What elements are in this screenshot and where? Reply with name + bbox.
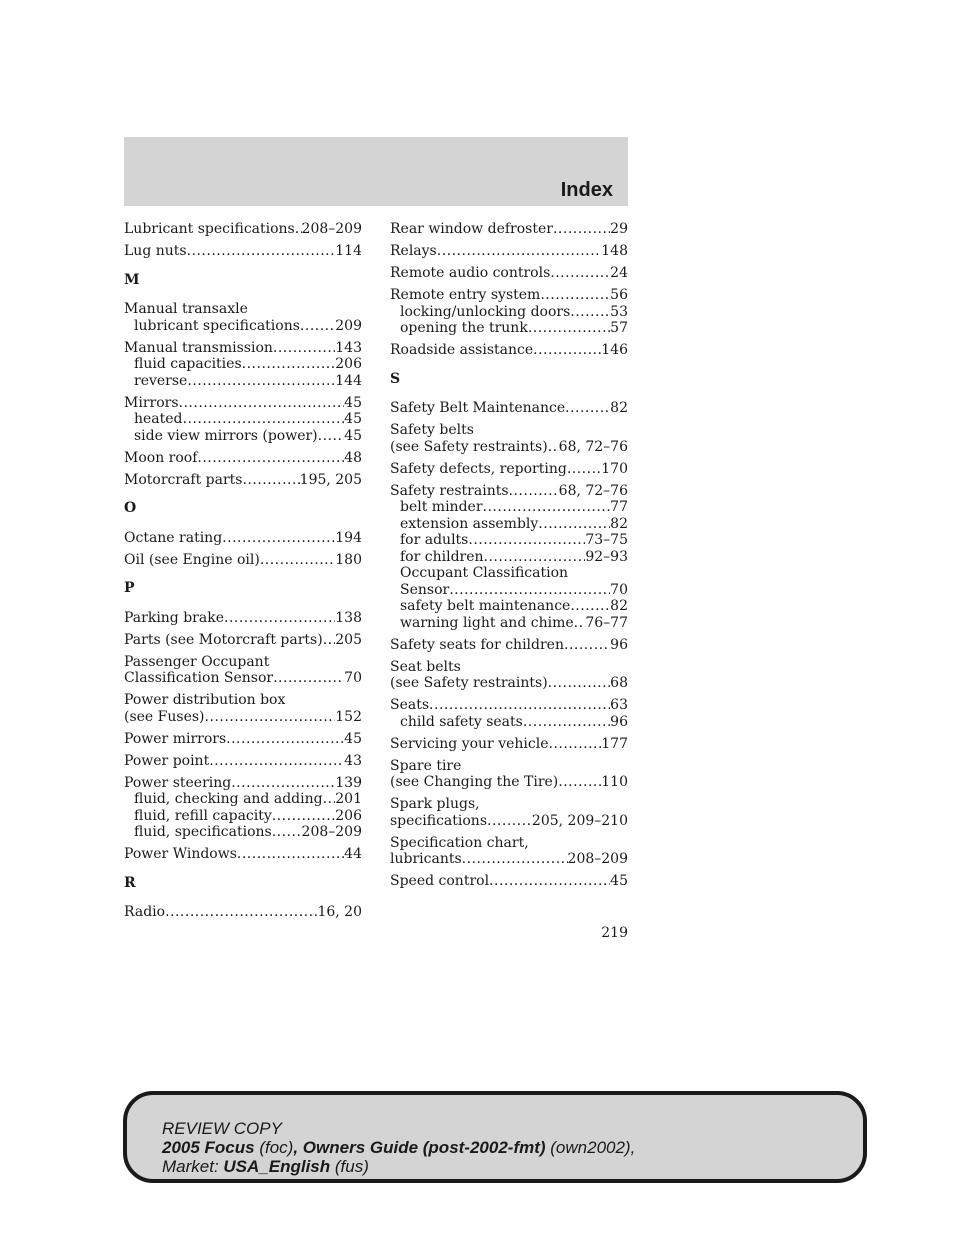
dot-leader: [548, 439, 559, 456]
entry-term: fluid, checking and adding: [134, 791, 323, 807]
entry-page-ref: 56: [610, 287, 628, 303]
entry-term: locking/unlocking doors: [400, 303, 571, 320]
index-entry: [124, 632, 362, 649]
entry-page-ref: 177: [601, 735, 628, 752]
entry-term: Power Windows: [124, 846, 237, 862]
index-entry-line: [390, 287, 628, 304]
entry-term: opening the trunk: [400, 320, 528, 336]
entry-page-ref: 82: [610, 515, 628, 532]
dot-leader: [558, 774, 601, 791]
entry-term: heated: [134, 411, 183, 427]
entry-term: specifications: [390, 812, 488, 829]
index-entry-line: [390, 835, 628, 852]
dot-leader: [187, 243, 336, 260]
entry-page-ref: 48: [344, 449, 362, 466]
index-entry: [124, 753, 362, 770]
entry-term: child safety seats: [400, 713, 523, 730]
index-subentry-line: [124, 318, 362, 335]
entry-page-ref: 114: [335, 243, 362, 259]
index-entry: [390, 243, 628, 260]
section-letter: O: [124, 500, 137, 516]
entry-page-ref: 92–93: [585, 548, 628, 565]
entry-page-ref: 208–209: [301, 824, 362, 840]
dot-leader: [523, 714, 610, 731]
dot-leader: [224, 610, 335, 627]
index-entry-line: [124, 692, 362, 709]
index-entry-line: [390, 400, 628, 417]
index-entry-line: [124, 221, 362, 238]
footer-market-label: Market:: [162, 1157, 224, 1176]
entry-page-ref: 208–209: [301, 221, 362, 237]
index-entry: [390, 400, 628, 417]
section-letter: M: [124, 271, 140, 288]
index-entry: [124, 610, 362, 627]
dot-leader: [197, 450, 344, 467]
dot-leader: [187, 373, 335, 390]
dot-leader: [538, 516, 610, 533]
entry-page-ref: 44: [344, 846, 362, 862]
footer-review-label: REVIEW COPY: [162, 1119, 282, 1138]
index-entry-line: [390, 265, 628, 282]
dot-leader: [260, 552, 335, 569]
entry-page-ref: 144: [335, 372, 362, 389]
entry-term: fluid, specifications: [134, 824, 272, 840]
entry-term: Classification Sensor: [124, 670, 274, 686]
dot-leader: [242, 472, 299, 489]
index-entry: [390, 637, 628, 654]
dot-leader: [272, 824, 302, 841]
entry-term: Safety defects, reporting: [390, 460, 567, 477]
index-subentry-line: [124, 373, 362, 390]
index-entry-line: [124, 472, 362, 489]
entry-page-ref: 24: [610, 265, 628, 281]
index-entry: [124, 395, 362, 445]
dot-leader: [548, 675, 611, 692]
index-entry-line: [124, 753, 362, 770]
entry-page-ref: 76–77: [585, 614, 628, 631]
entry-page-ref: 45: [344, 411, 362, 427]
index-entry-line: [124, 846, 362, 863]
section-letter: S: [390, 370, 401, 387]
entry-page-ref: 68: [610, 675, 628, 691]
entry-term: for children: [400, 548, 484, 565]
entry-term: belt minder: [400, 499, 483, 515]
index-entry-line: [124, 301, 362, 318]
entry-page-ref: 45: [610, 873, 628, 889]
entry-page-ref: 143: [335, 339, 362, 356]
index-entry-line: [390, 796, 628, 813]
entry-page-ref: 45: [344, 730, 362, 747]
index-subentry-line: [390, 549, 628, 566]
entry-term: for adults: [400, 532, 469, 548]
entry-term: (see Safety restraints): [390, 675, 548, 691]
index-entry-line: [124, 632, 362, 649]
entry-term: Spark plugs,: [390, 796, 480, 812]
entry-page-ref: 96: [610, 636, 628, 653]
entry-page-ref: 70: [610, 581, 628, 598]
page-number: 219: [601, 925, 628, 941]
dot-leader: [570, 304, 610, 321]
index-subentry-line: [390, 565, 628, 582]
dot-leader: [273, 670, 344, 687]
index-entry-line: [390, 461, 628, 478]
footer-market-code: (fus): [330, 1157, 369, 1176]
entry-page-ref: 206: [335, 807, 362, 824]
entry-term: Roadside assistance: [390, 342, 534, 358]
entry-page-ref: 170: [601, 460, 628, 477]
index-entry: [124, 301, 362, 334]
entry-page-ref: 77: [610, 499, 628, 515]
dot-leader: [570, 598, 610, 615]
index-entry: [390, 796, 628, 829]
entry-page-ref: 205, 209–210: [531, 812, 628, 829]
entry-term: Speed control: [390, 873, 490, 889]
dot-leader: [231, 775, 335, 792]
index-entry-line: [124, 775, 362, 792]
index-subentry-line: [124, 808, 362, 825]
index-entry: [124, 654, 362, 687]
entry-page-ref: 208–209: [567, 851, 628, 867]
entry-term: Manual transaxle: [124, 301, 248, 317]
dot-leader: [553, 221, 610, 238]
footer-market: USA_English: [223, 1157, 331, 1176]
dot-leader: [237, 846, 344, 863]
index-entry-line: [124, 395, 362, 412]
entry-page-ref: 63: [610, 697, 628, 713]
index-subentry-line: [124, 428, 362, 445]
footer-model-code: (foc): [254, 1138, 294, 1157]
entry-term: Spare tire: [390, 757, 462, 774]
index-subentry-line: [390, 714, 628, 731]
dot-leader: [222, 530, 335, 547]
entry-page-ref: 45: [344, 394, 362, 411]
index-entry-line: [124, 709, 362, 726]
entry-page-ref: 148: [601, 243, 628, 259]
index-entry: [390, 342, 628, 359]
entry-term: fluid capacities: [134, 356, 242, 372]
entry-page-ref: 43: [344, 752, 362, 769]
index-entry-line: [390, 243, 628, 260]
index-entry-line: [390, 736, 628, 753]
index-entry-line: [124, 670, 362, 687]
entry-term: fluid, refill capacity: [134, 807, 272, 824]
entry-term: Safety Belt Maintenance: [390, 400, 566, 416]
entry-term: Servicing your vehicle: [390, 735, 549, 752]
dot-leader: [564, 637, 610, 654]
footer-market-line: [162, 1157, 635, 1176]
index-subentry-line: [124, 411, 362, 428]
index-entry-line: [124, 340, 362, 357]
entry-page-ref: 139: [335, 774, 362, 791]
dot-leader: [300, 318, 335, 335]
index-subentry-line: [390, 532, 628, 549]
index-entry-line: [390, 637, 628, 654]
index-entry-line: [390, 774, 628, 791]
entry-page-ref: 138: [335, 609, 362, 626]
entry-term: Octane rating: [124, 529, 223, 546]
dot-leader: [533, 342, 601, 359]
entry-term: Parking brake: [124, 609, 224, 626]
index-entry-line: [390, 758, 628, 775]
entry-term: (see Safety restraints): [390, 438, 548, 455]
index-entry-line: [124, 530, 362, 547]
index-entry: [390, 758, 628, 791]
dot-leader: [226, 731, 344, 748]
dot-leader: [209, 753, 344, 770]
index-entry-line: [390, 659, 628, 676]
index-subentry-line: [390, 304, 628, 321]
dot-leader: [483, 499, 611, 516]
index-entry-line: [124, 243, 362, 260]
dot-leader: [273, 340, 335, 357]
index-subentry-line: [124, 824, 362, 841]
entry-term: Manual transmission: [124, 339, 273, 356]
dot-leader: [567, 461, 601, 478]
dot-leader: [549, 736, 602, 753]
index-entry: [390, 221, 628, 238]
index-column-right: [390, 221, 628, 895]
index-entry-line: [124, 610, 362, 627]
entry-term: Rear window defroster: [390, 221, 553, 237]
dot-leader: [449, 582, 610, 599]
index-entry: [124, 552, 362, 569]
index-subentry-line: [390, 499, 628, 516]
index-column-left: [124, 221, 362, 926]
entry-page-ref: 201: [335, 791, 362, 807]
entry-term: safety belt maintenance: [400, 598, 571, 614]
entry-term: Sensor: [400, 581, 450, 598]
entry-term: Parts (see Motorcraft parts): [124, 631, 323, 648]
index-entry: [124, 731, 362, 748]
entry-term: Power distribution box: [124, 692, 286, 708]
entry-page-ref: 96: [610, 713, 628, 730]
entry-page-ref: 53: [610, 303, 628, 320]
index-entry: [124, 530, 362, 547]
index-entry: [124, 221, 362, 238]
index-entry: [124, 692, 362, 725]
index-entry: [124, 340, 362, 390]
dot-leader: [295, 221, 302, 238]
footer-guide: , Owners Guide (post-2002-fmt): [293, 1138, 546, 1157]
entry-term: Lug nuts: [124, 243, 187, 259]
entry-term: (see Changing the Tire): [390, 774, 559, 790]
dot-leader: [540, 287, 610, 304]
index-entry: [124, 472, 362, 489]
index-entry-line: [124, 552, 362, 569]
index-entry-line: [390, 221, 628, 238]
dot-leader: [462, 851, 568, 868]
entry-page-ref: 194: [335, 529, 362, 546]
dot-leader: [574, 615, 586, 632]
index-subentry-line: [124, 791, 362, 808]
index-entry-line: [390, 873, 628, 890]
index-entry: [390, 736, 628, 753]
entry-term: reverse: [134, 372, 188, 389]
entry-term: lubricant specifications: [134, 317, 300, 334]
dot-leader: [242, 356, 336, 373]
dot-leader: [272, 808, 336, 825]
index-entry: [390, 422, 628, 455]
entry-term: Remote entry system: [390, 287, 541, 303]
entry-page-ref: 195, 205: [299, 471, 362, 488]
dot-leader: [323, 791, 336, 808]
entry-term: Remote audio controls: [390, 265, 551, 281]
index-entry-line: [390, 675, 628, 692]
entry-term: side view mirrors (power): [134, 427, 318, 444]
index-entry: [390, 265, 628, 282]
index-entry-line: [390, 342, 628, 359]
dot-leader: [509, 483, 559, 500]
review-copy-footer: [123, 1091, 867, 1183]
index-entry-line: [124, 904, 362, 921]
entry-term: Mirrors: [124, 394, 179, 411]
index-entry: [124, 846, 362, 863]
entry-term: Radio: [124, 904, 166, 920]
section-letter: R: [124, 874, 136, 891]
dot-leader: [484, 549, 586, 566]
footer-model: 2005 Focus: [162, 1138, 255, 1157]
entry-term: Relays: [390, 243, 437, 259]
entry-term: Specification chart,: [390, 834, 529, 851]
dot-leader: [487, 813, 532, 830]
entry-page-ref: 146: [601, 342, 628, 358]
dot-leader: [550, 265, 610, 282]
dot-leader: [528, 320, 610, 337]
dot-leader: [429, 697, 610, 714]
index-entry: [390, 287, 628, 337]
entry-page-ref: 205: [335, 631, 362, 648]
entry-page-ref: 152: [335, 708, 362, 725]
index-entry: [390, 873, 628, 890]
entry-term: Power mirrors: [124, 730, 227, 747]
index-entry-line: [390, 851, 628, 868]
index-entry: [124, 450, 362, 467]
entry-page-ref: 68, 72–76: [558, 438, 628, 455]
dot-leader: [318, 428, 345, 445]
entry-page-ref: 29: [610, 221, 628, 237]
index-entry-line: [390, 813, 628, 830]
entry-term: Seats: [390, 697, 430, 713]
entry-term: extension assembly: [400, 515, 539, 532]
entry-page-ref: 70: [344, 670, 362, 686]
entry-term: Power point: [124, 752, 210, 769]
index-subentry-line: [390, 320, 628, 337]
entry-page-ref: 82: [610, 400, 628, 416]
index-subentry-line: [390, 516, 628, 533]
page-title: Index: [560, 179, 613, 201]
dot-leader: [565, 400, 610, 417]
entry-page-ref: 57: [610, 320, 628, 336]
index-entry-line: [124, 731, 362, 748]
dot-leader: [489, 873, 610, 890]
dot-leader: [183, 411, 345, 428]
entry-page-ref: 82: [610, 598, 628, 614]
index-entry-line: [390, 483, 628, 500]
entry-term: Oil (see Engine oil): [124, 551, 260, 568]
entry-term: Power steering: [124, 774, 232, 791]
index-entry: [124, 775, 362, 841]
entry-page-ref: 209: [335, 317, 362, 334]
index-entry-line: [390, 697, 628, 714]
entry-page-ref: 110: [601, 774, 628, 790]
entry-page-ref: 206: [335, 356, 362, 372]
index-entry-line: [124, 450, 362, 467]
entry-term: Lubricant specifications: [124, 221, 295, 237]
dot-leader: [205, 709, 336, 726]
index-entry: [390, 461, 628, 478]
index-entry-line: [390, 439, 628, 456]
index-entry: [390, 659, 628, 692]
index-entry-line: [124, 654, 362, 671]
dot-leader: [437, 243, 602, 260]
dot-leader: [165, 904, 317, 921]
entry-term: Safety belts: [390, 422, 474, 438]
entry-term: warning light and chime: [400, 614, 574, 631]
header-band: [124, 137, 628, 206]
entry-page-ref: 16, 20: [317, 904, 362, 920]
footer-guide-code: (own2002),: [545, 1138, 636, 1157]
index-entry: [124, 904, 362, 921]
index-entry: [390, 697, 628, 730]
index-entry: [124, 243, 362, 260]
index-subentry-line: [390, 582, 628, 599]
entry-term: Moon roof: [124, 449, 198, 466]
dot-leader: [468, 532, 585, 549]
index-entry-line: [390, 422, 628, 439]
entry-term: Safety seats for children: [390, 636, 564, 653]
entry-term: Occupant Classification: [400, 565, 569, 581]
entry-term: Seat belts: [390, 658, 461, 675]
entry-page-ref: 45: [344, 427, 362, 444]
entry-term: lubricants: [390, 851, 462, 867]
entry-page-ref: 180: [335, 551, 362, 568]
entry-page-ref: 73–75: [585, 532, 628, 548]
index-subentry-line: [390, 615, 628, 632]
index-entry: [390, 483, 628, 632]
footer-text: [162, 1119, 635, 1176]
dot-leader: [179, 395, 345, 412]
entry-term: Passenger Occupant: [124, 653, 270, 670]
entry-term: (see Fuses): [124, 708, 205, 725]
section-letter: P: [124, 580, 135, 596]
index-subentry-line: [390, 598, 628, 615]
index-entry: [390, 835, 628, 868]
index-subentry-line: [124, 356, 362, 373]
dot-leader: [323, 632, 336, 649]
entry-term: Motorcraft parts: [124, 471, 243, 488]
entry-page-ref: 68, 72–76: [558, 482, 628, 499]
footer-guide-line: [162, 1138, 635, 1157]
entry-term: Safety restraints: [390, 482, 509, 499]
